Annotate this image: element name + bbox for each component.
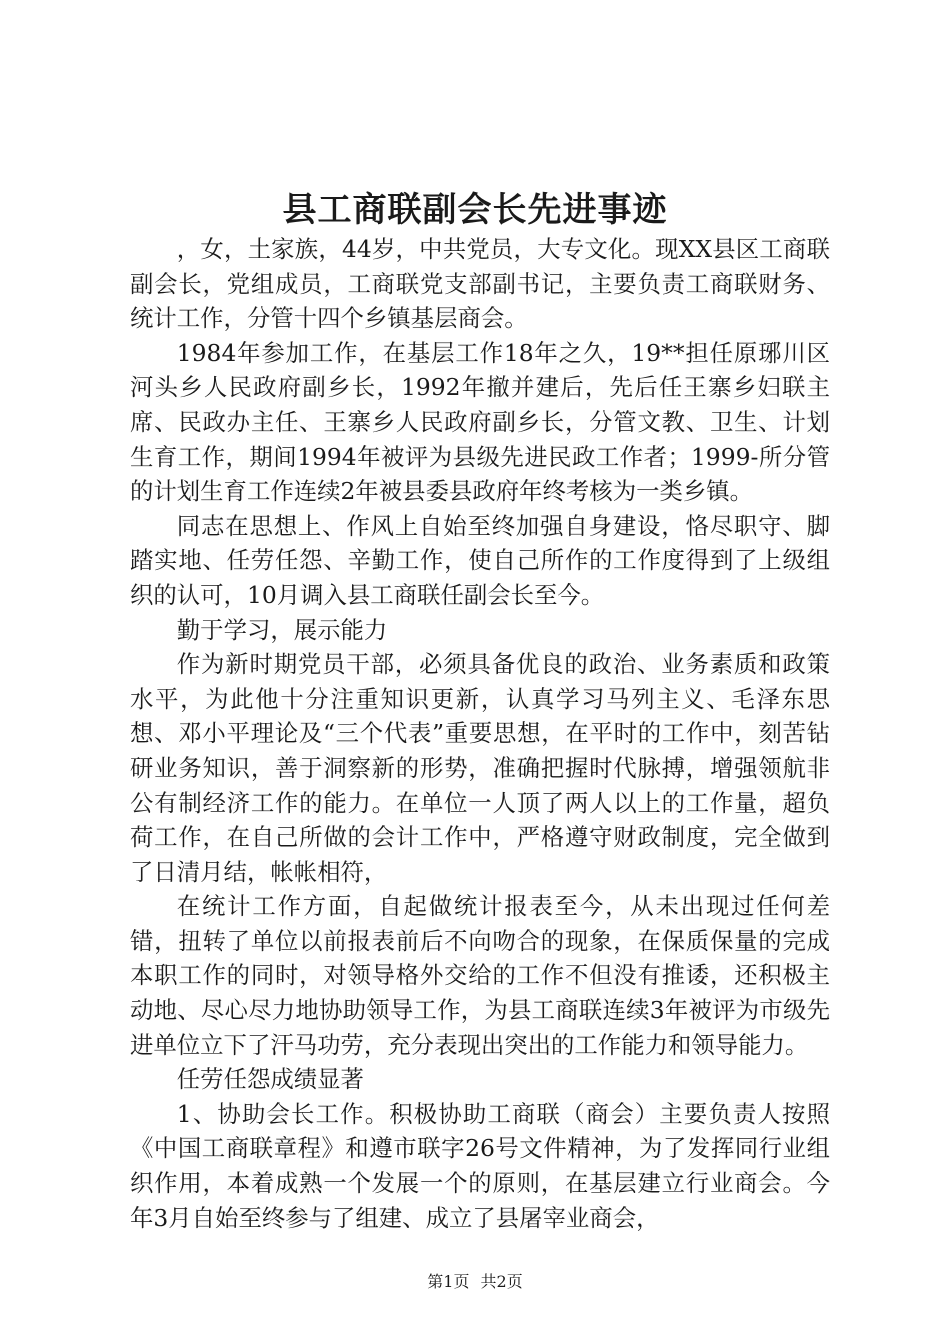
page-total: 共2页 [480, 1272, 523, 1291]
section-heading-study: 勤于学习，展示能力 [176, 615, 388, 644]
document-title: 县工商联副会长先进事迹 [282, 190, 668, 230]
paragraph-career: 1984年参加工作，在基层工作18年之久，19**担任原琊川区河头乡人民政府副乡长，1992年撤并建后，先后任王寨乡妇联主席、民政办主任、王寨乡人民政府副乡长，分管文教、卫生、计划生育工作，期间1994年被评为县级先进民政工作者；1999-所分管的计划生育工作连续2年被县委县政府年终考核为一类乡镇。 [130, 338, 830, 506]
paragraph-statistics: 在统计工作方面，自起做统计报表至今，从未出现过任何差错，扭转了单位以前报表前后不向吻合的现象，在保质保量的完成本职工作的同时，对领导格外交给的工作不但没有推诿，还积极主动地、尽心尽力地协助领导工作，为县工商联连续3年被评为市级先进单位立下了汗马功劳，充分表现出突出的工作能力和领导能力。 [130, 892, 830, 1059]
section-heading-achievements: 任劳任怨成绩显著 [176, 1065, 364, 1094]
document-body [130, 232, 830, 1235]
paragraph-attitude: 同志在思想上、作风上自始至终加强自身建设，恪尽职守、脚踏实地、任劳任怨、辛勤工作，使自己所作的工作度得到了上级组织的认可，10月调入县工商联任副会长至今。 [130, 511, 830, 609]
page-footer [0, 1271, 950, 1293]
paragraph-intro: ，女，土家族，44岁，中共党员，大专文化。现XX县区工商联副会长，党组成员，工商联党支部副书记，主要负责工商联财务、统计工作，分管十四个乡镇基层商会。 [130, 235, 830, 333]
paragraph-study: 作为新时期党员干部，必须具备优良的政治、业务素质和政策水平，为此他十分注重知识更新，认真学习马列主义、毛泽东思想、邓小平理论及“三个代表”重要思想，在平时的工作中，刻苦钻研业务知识，善于洞察新的形势，准确把握时代脉搏，增强领航非公有制经济工作的能力。在单位一人顶了两人以上的工作量，超负荷工作，在自己所做的会计工作中，严格遵守财政制度，完全做到了日清月结，帐帐相符， [130, 650, 830, 886]
paragraph-assist: 1、协助会长工作。积极协助工商联（商会）主要负责人按照《中国工商联章程》和遵市联字26号文件精神，为了发挥同行业组织作用，本着成熟一个发展一个的原则，在基层建立行业商会。今年3月自始至终参与了组建、成立了县屠宰业商会， [130, 1099, 830, 1232]
page-number: 第1页 [427, 1272, 470, 1291]
